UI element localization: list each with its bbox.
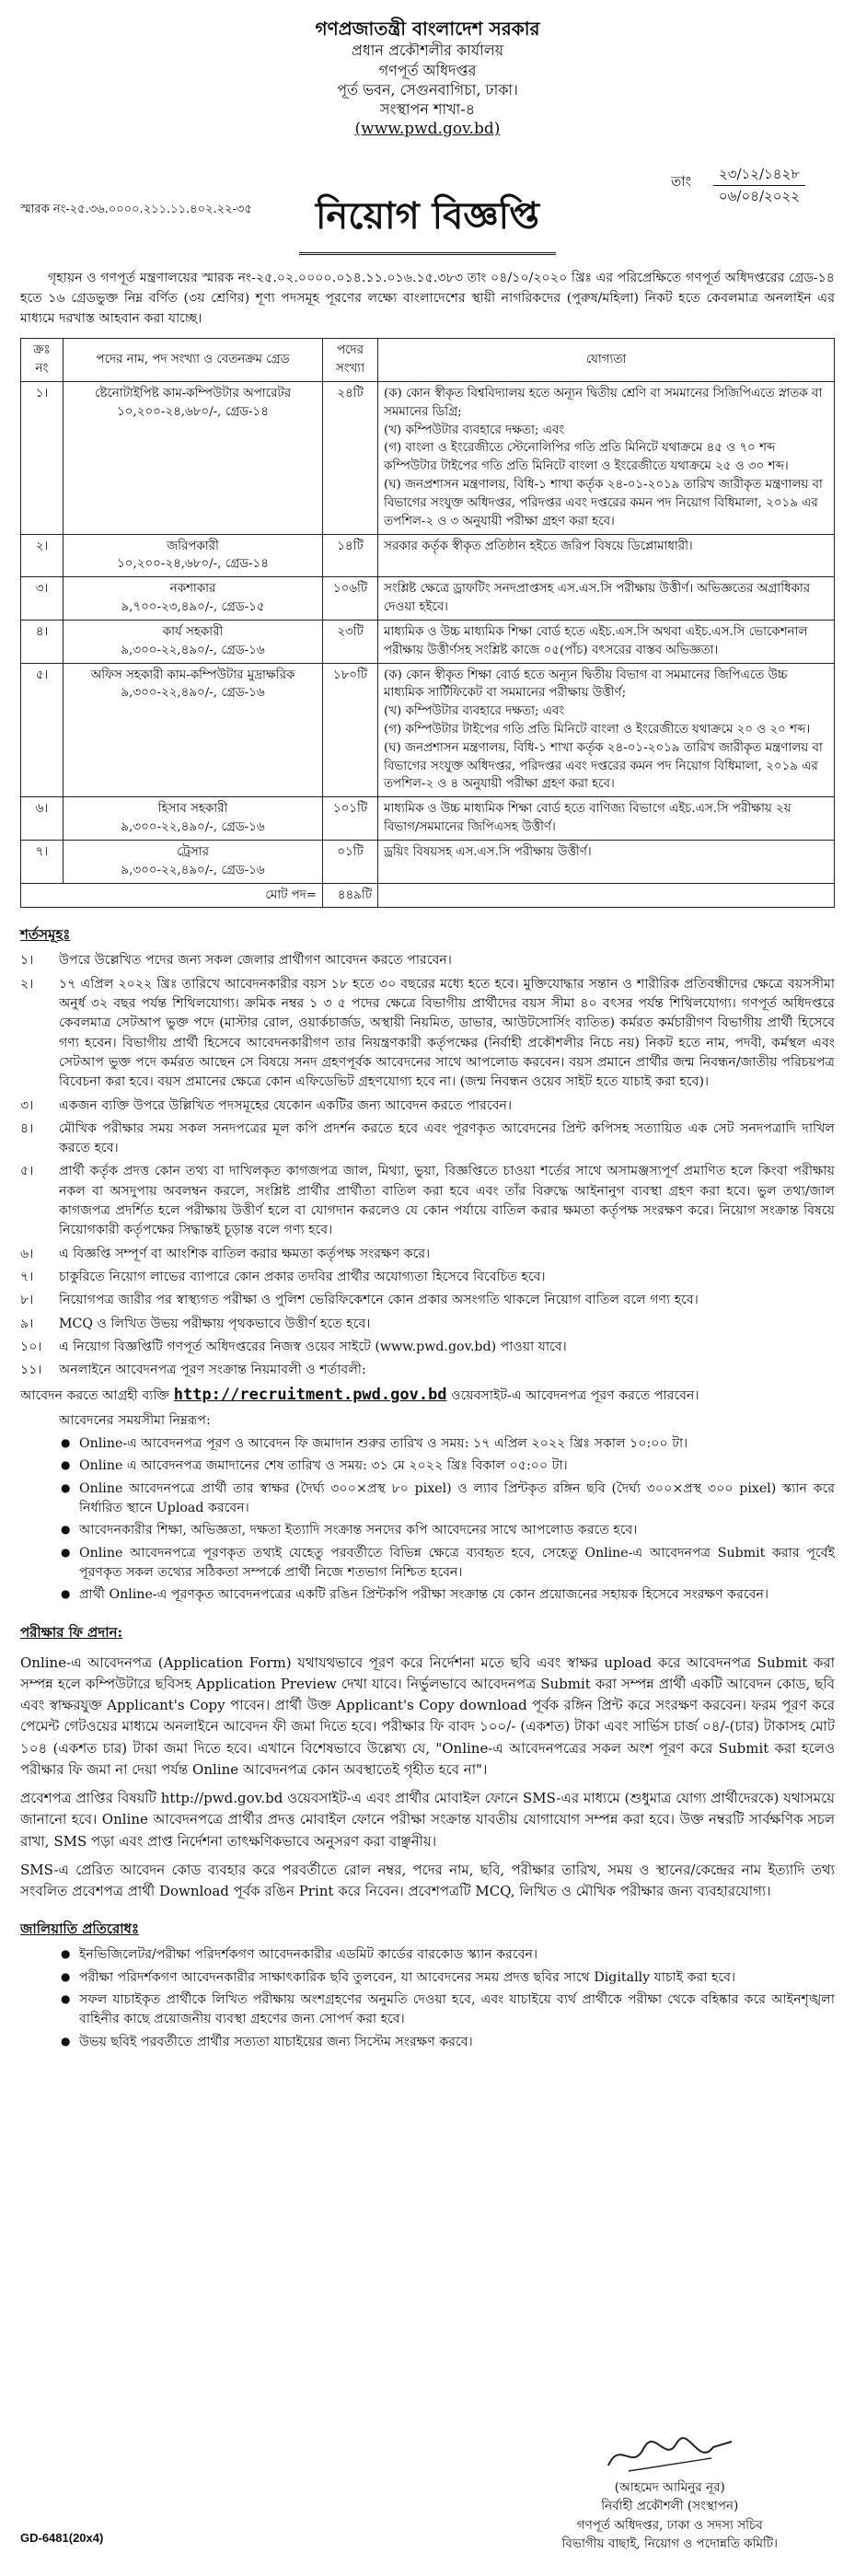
date-english: ০৬/০৪/২০২২ bbox=[718, 188, 801, 205]
row-qualification bbox=[378, 840, 835, 883]
post-pay-scale: ১০,২০০-২৪,৬৮০/-, গ্রেড-১৪ bbox=[117, 557, 269, 572]
condition-item bbox=[20, 1245, 835, 1264]
post-pay-scale: ৯,৩০০-২২,৪৯০/-, গ্রেড-১৬ bbox=[121, 686, 265, 701]
online-rule-item: ● Online আবেদনপত্রে প্রার্থী তার স্বাক্ষর (দৈর্ঘ্য ৩০০×প্রস্থ ৮০ pixel) ও ল্যাব প্রিন্টকৃত রঙ্গিন ছবি (দৈর্ঘ্য ৩০০×প্রস্থ ৩০০ pixel) স্ক্যান করে নির্ধারিত স্থানে Upload করবেন। bbox=[59, 1479, 835, 1519]
condition-item bbox=[20, 1338, 835, 1357]
condition-item bbox=[20, 975, 835, 1093]
table-row bbox=[21, 663, 835, 797]
govt-name: গণপ্রজাতন্ত্রী বাংলাদেশ সরকার bbox=[315, 17, 540, 40]
signatory-office: গণপূর্ত অধিদপ্তর, ঢাকা ও সদস্য সচিব bbox=[576, 2517, 763, 2533]
online-rule-item: ● Online আবেদনপত্রে পূরণকৃত তথ্যই যেহেতু পরবর্তীতে বিভিন্ন ক্ষেত্রে ব্যবহৃত হবে, সেহেতু Online-এ আবেদনপত্র Submit করার পূর্বেই পূরণকৃত সকল তথ্যের সঠিকতা সম্পর্কে প্রার্থী নিজে শতভাগ নিশ্চিত হবেন। bbox=[59, 1544, 835, 1584]
qualification-line: ড্রয়িং বিষয়সহ এস.এস.সি পরীক্ষায় উত্তীর্ণ। bbox=[384, 844, 592, 859]
online-suffix: ওয়েবসাইট-এ আবেদনপত্র পূরণ করতে পারবেন। bbox=[451, 1388, 699, 1404]
header-count: পদের সংখ্যা bbox=[323, 339, 378, 382]
row-count: ২৪টি bbox=[323, 381, 378, 534]
total-empty bbox=[378, 883, 835, 908]
qualification-line: (খ) কম্পিউটার ব্যবহারে দক্ষতা; এবং bbox=[384, 704, 565, 719]
fraud-heading: জালিয়াতি প্রতিরোধঃ bbox=[20, 1920, 139, 1938]
table-row bbox=[21, 797, 835, 841]
condition-item bbox=[20, 1162, 835, 1240]
row-count: ০১টি bbox=[323, 840, 378, 883]
qualification-line: সংশ্লিষ্ট ক্ষেত্রে ড্রাফটিং সনদপ্রাপ্তসহ এস.এস.সি পরীক্ষায় উত্তীর্ণ। অভিজ্ঞতের অগ্রাধিকার দেওয়া হইবে। bbox=[384, 582, 811, 615]
row-qualification bbox=[378, 534, 835, 577]
row-qualification bbox=[378, 577, 835, 621]
signatory-name: (আহমেদ আমিনুর নূর) bbox=[614, 2480, 725, 2495]
condition-item bbox=[20, 1120, 835, 1159]
table-row bbox=[21, 381, 835, 534]
condition-text: চাকুরিতে নিয়োগ লাভের ব্যাপারে কোন প্রকার তদবির প্রার্থীর অযোগ্যতা হিসেবে বিবেচিত হবে। bbox=[59, 1269, 546, 1284]
department-name: গণপূর্ত অধিদপ্তর bbox=[378, 61, 477, 79]
post-pay-scale: ৯,৩০০-২২,৪৯০/-, গ্রেড-১৬ bbox=[121, 820, 265, 835]
condition-text: নিয়োগপত্র জারীর পর স্বাস্থ্যগত পরীক্ষা ও পুলিশ ভেরিফিকেশনে কোন প্রকার অসংগতি থাকলে নিয়োগ বাতিল বলে গণ্য হবে। bbox=[59, 1293, 699, 1308]
posts-table bbox=[20, 338, 835, 908]
row-serial: ৪। bbox=[21, 620, 64, 663]
condition-text: ১৭ এপ্রিল ২০২২ খ্রিঃ তারিখে আবেদনকারীর বয়স ১৮ হতে ৩০ বছরের মধ্যে হতে হবে। মুক্তিযোদ্ধার সন্তান ও শারীরিক প্রতিবন্ধীদের ক্ষেত্রে বয়সসীমা অনুর্ধ ৩২ বছর পর্যন্ত শিথিলযোগ্য। ক্রমিক নম্বর ১ ৩ ৫ পদের ক্ষেত্রে বিভাগীয় প্রার্থীদের বয়স সীমা ৪০ বৎসর পর্যন্ত শিথিলযোগ্য। গণপূর্ত অধিদপ্তরে কেবলমাত্র সেটআপ ভুক্ত পদে (মাস্টার রোল, ওয়ার্কচার্জড, অস্থায়ী নিয়মিত, ডাভার, আউটসোর্সিং ব্যতিত) কর্মরত কর্মচারীগণ বিভাগীয় প্রার্থী হিসেবে গণ্য হবেন। বিভাগীয় প্রার্থী হিসেবে আবেদনকারীগণ তার নিয়ন্ত্রণকারী কর্তৃপক্ষের (নির্বাহী প্রকৌশলীর নিচে নয়) নিকট হতে নাম, পদবী, কর্মস্থল এবং সেটআপ ভুক্ত পদে কর্মরত আছেন সে বিষয়ে সনদ গ্রহণপূর্বক আবেদনের সাথে আপলোড করবেন। বয়স প্রমানে প্রার্থীর জন্ম নিবন্ধন/জাতীয় পরিচয়পত্র বিবেচনা করা হবে। বয়স প্রমানের ক্ষেত্রে কোন এফিডেভিট গ্রহণযোগ্য হবে না। (জন্ম নিবন্ধন ওয়েব সাইট হতে যাচাই করা হবে)। bbox=[59, 976, 835, 1090]
fee-paragraph-2: প্রবেশপত্র প্রাপ্তির বিষয়টি http://pwd.gov.bd ওয়েবসাইট-এ এবং প্রার্থীর মোবাইল ফোনে SMS-এর মাধ্যমে (শুধুমাত্র যোগ্য প্রার্থীদেরকে) যথাসময়ে জানানো হবে। Online আবেদনপত্রে প্রার্থীর প্রদত্ত মোবাইল ফোনে পরীক্ষা সংক্রান্ত যাবতীয় যোগাযোগ সম্পন্ন করা হবে। উক্ত নম্বরটি সার্বক্ষণিক সচল রাখা, SMS পড়া এবং প্রাপ্ত নির্দেশনা তাৎক্ষণিকভাবে অনুসরণ করা বাঞ্ছনীয়। bbox=[20, 1790, 835, 1850]
total-value: ৪৪৯টি bbox=[323, 883, 378, 908]
table-row bbox=[21, 620, 835, 663]
total-row bbox=[21, 883, 835, 908]
table-header-row bbox=[21, 339, 835, 382]
table-row bbox=[21, 577, 835, 621]
online-apply-line bbox=[20, 1384, 835, 1408]
qualification-line: মাধ্যমিক ও উচ্চ মাধ্যমিক শিক্ষা বোর্ড হতে বাণিজ্য বিভাগে এইচ.এস.সি পরীক্ষায় ২য় বিভাগ/সমমানের জিপিএসহ উত্তীর্ণ। bbox=[384, 802, 791, 835]
row-qualification bbox=[378, 797, 835, 841]
website-link[interactable]: (www.pwd.gov.bd) bbox=[354, 119, 501, 138]
table-row bbox=[21, 840, 835, 883]
print-code: GD-6481(20x4) bbox=[20, 2531, 104, 2545]
qualification-line: (গ) কম্পিউটার টাইপের গতি প্রতি মিনিটে বাংলা ও ইংরেজীতে যথাক্রমে ২০ ও ২০ শব্দ। bbox=[384, 723, 811, 737]
qualification-line: (ক) কোন স্বীকৃত শিক্ষা বোর্ড হতে অন্যূন দ্বিতীয় বিভাগ বা সমমানের জিপিএতে উচ্চ মাধ্যমিক সার্টিফিকেট বা সমমানের পরীক্ষায় উত্তীর্ণ; bbox=[384, 667, 788, 701]
post-name: নকশাকার bbox=[169, 582, 216, 597]
post-pay-scale: ৯,৭০০-২৩,৪৯০/-, গ্রেড-১৫ bbox=[121, 600, 265, 615]
qualification-line: (ক) কোন স্বীকৃত বিশ্ববিদ্যালয় হতে অন্যূন দ্বিতীয় শ্রেণি বা সমমানের সিজিপিএতে স্নাতক বা সমমানের ডিগ্রি; bbox=[384, 386, 823, 419]
total-label: মোট পদ= bbox=[21, 883, 323, 908]
signatory-designation: নির্বাহী প্রকৌশলী (সংস্থাপন) bbox=[601, 2499, 739, 2514]
row-serial: ৬। bbox=[21, 797, 64, 841]
fraud-list bbox=[59, 1945, 835, 2051]
post-name: কার্য সহকারী bbox=[162, 624, 224, 639]
row-serial: ৫। bbox=[21, 663, 64, 797]
online-rule-item: ● আবেদনকারীর শিক্ষা, অভিজ্ঞতা, দক্ষতা ইত্যাদি সংক্রান্ত সনদের কপি আবেদনের সাথে আপলোড করতে হবে। bbox=[59, 1521, 835, 1540]
condition-item bbox=[20, 1361, 835, 1380]
conditions-list bbox=[20, 951, 835, 1380]
header-qualification: যোগ্যতা bbox=[378, 339, 835, 382]
row-count: ২৩টি bbox=[323, 620, 378, 663]
row-qualification bbox=[378, 663, 835, 797]
condition-number: ১০। bbox=[20, 1339, 42, 1354]
memo-date bbox=[670, 164, 805, 208]
condition-item bbox=[20, 1291, 835, 1310]
row-post bbox=[64, 381, 323, 534]
row-post bbox=[64, 534, 323, 577]
condition-text: এ নিয়োগ বিজ্ঞপ্তিটি গণপূর্ত অধিদপ্তরের নিজস্ব ওয়েব সাইটে (www.pwd.gov.bd) পাওয়া যাবে। bbox=[59, 1339, 567, 1354]
post-pay-scale: ৯,৩০০-২২,৪৯০/-, গ্রেড-১৬ bbox=[121, 643, 265, 657]
row-count: ১৮০টি bbox=[323, 663, 378, 797]
row-serial: ২। bbox=[21, 534, 64, 577]
time-heading: আবেদনের সময়সীমা নিম্নরূপ: bbox=[59, 1412, 211, 1428]
online-prefix: আবেদন করতে আগ্রহী ব্যক্তি bbox=[20, 1388, 170, 1404]
conditions-heading: শর্তসমূহঃ bbox=[20, 926, 71, 944]
condition-number: ৪। bbox=[20, 1120, 34, 1136]
condition-item bbox=[20, 1315, 835, 1334]
fraud-rule-item: ● উভয় ছবিই পরবর্তীতে প্রার্থীর সত্যতা যাচাইয়ের জন্য সিস্টেম সংরক্ষণ করবে। bbox=[59, 2033, 835, 2052]
signature-block bbox=[562, 2431, 778, 2553]
row-post bbox=[64, 577, 323, 621]
row-count: ১৪টি bbox=[323, 534, 378, 577]
fee-paragraph-1: Online-এ আবেদনপত্র (Application Form) যথাযথভাবে পূরণ করে নির্দেশনা মতে ছবি এবং স্বাক্ষর upload করে আবেদনপত্র Submit করা সম্পন্ন হলে কম্পিউটারে ছবিসহ Application Preview দেখা যাবে। নির্ভুলভাবে আবেদনপত্র Submit করা সম্পন্ন প্রার্থী একটি আবেদন কোড, ছবি এবং স্বাক্ষরযুক্ত Applicant's Copy পাবেন। প্রার্থী উক্ত Applicant's Copy download পূর্বক রঙ্গিন প্রিন্ট করে সংরক্ষণ করবেন। ফরম পূরণ করে পেমেন্ট গেটওয়ের মাধ্যমে অনলাইনে আবেদন ফী জমা দিতে হবে। পরীক্ষার ফি বাবদ ১০০/- (একশত) টাকা এবং সার্ভিস চার্জ ০৪/-(চার) টাকাসহ মোট ১০৪ (একশত চার) টাকা জমা দিতে হবে। এখানে বিশেষভাবে উল্লেখ্য যে, "Online-এ আবেদনপত্রের সকল অংশ পূরণ করে Submit করা হলেও পরীক্ষার ফি জমা না দেয়া পর্যন্ত Online আবেদনপত্র কোন অবস্থাতেই গৃহীত হবে না"। bbox=[20, 1654, 835, 1778]
fee-heading: পরীক্ষার ফি প্রদান: bbox=[20, 1623, 123, 1641]
date-bangla: ২৩/১২/১৪২৮ bbox=[713, 164, 805, 186]
condition-number: ৬। bbox=[20, 1246, 34, 1261]
condition-text: একজন ব্যক্তি উপরে উল্লিখিত পদসমূহের যেকোন একটির জন্য আবেদন করতে পারবেন। bbox=[59, 1097, 513, 1113]
row-post bbox=[64, 840, 323, 883]
fraud-rule-item: ● পরীক্ষা পরিদর্শকগণ আবেদনকারীর সাক্ষাৎকারিক ছবি তুলবেন, যা আবেদনের সময় প্রদত্ত ছবির সাথে Digitally যাচাই করা হবে। bbox=[59, 1968, 835, 1988]
post-name: জরিপকারী bbox=[167, 539, 219, 553]
recruitment-url-link[interactable]: http://recruitment.pwd.gov.bd bbox=[173, 1386, 447, 1405]
page-title: নিয়োগ বিজ্ঞপ্তি bbox=[299, 187, 556, 255]
time-heading-line bbox=[20, 1411, 835, 1431]
date-label: তাং bbox=[670, 173, 691, 190]
qualification-line: সরকার কর্তৃক স্বীকৃত প্রতিষ্ঠান হইতে জরিপ বিষয়ে ডিপ্লোমাধারী। bbox=[384, 539, 693, 553]
qualification-line: (গ) বাংলা ও ইংরেজীতে স্টেনোলিপির গতি প্রতি মিনিটে যথাক্রমে ৪৫ ও ৭০ শব্দ কম্পিউটার টাইপের গতি প্রতি মিনিটে বাংলা ও ইংরেজীতে যথাক্রমে ২৫ ও ৩০ শব্দ। bbox=[384, 441, 789, 474]
header-serial: ক্রঃ নং bbox=[21, 339, 64, 382]
row-post bbox=[64, 797, 323, 841]
qualification-line: মাধ্যমিক ও উচ্চ মাধ্যমিক শিক্ষা বোর্ড হতে এইচ.এস.সি অথবা এইচ.এস.সি ভোকেশনাল পরীক্ষায় উত্তীর্ণসহ সংশ্লিষ্ট কাজে ০৫(পাঁচ) বৎসরের বাস্তব অভিজ্ঞতা। bbox=[384, 624, 808, 657]
row-serial: ১। bbox=[21, 381, 64, 534]
post-name: ষ্টেনোটাইপিষ্ট কাম-কম্পিউটার অপারেটর bbox=[94, 386, 292, 400]
condition-text: প্রার্থী কর্তৃক প্রদত্ত কোন তথ্য বা দাখিলকৃত কাগজপত্র জাল, মিথ্যা, ভুয়া, বিজ্ঞপ্তিতে চাওয়া শর্তের সাথে অসামঞ্জস্যপূর্ণ প্রমাণিত হলে কিংবা পরীক্ষায় নকল বা অসদুপায় অবলম্বন করলে, সংশ্লিষ্ট প্রার্থীর প্রার্থীতা বাতিল করা হবে এবং তাঁর বিরুদ্ধে আইনানুগ ব্যবস্থা গ্রহণ করা হবে। ভুল তথ্য/জাল কাগজপত্র প্রদর্শিত হলে পরীক্ষায় উত্তীর্ণ হলে বা যোগদান করলেও যে কোন পর্যায়ে বাতিল করার ক্ষমতা কর্তৃপক্ষ সংরক্ষণ করে। নিয়োগ সংক্রান্ত বিষয়ে নিয়োগকারী কর্তৃপক্ষের সিদ্ধান্তই চূড়ান্ত বলে গণ্য হবে। bbox=[59, 1164, 835, 1238]
intro-paragraph: গৃহায়ন ও গণপূর্ত মন্ত্রণালয়ের স্মারক নং-২৫.০২.০০০০.০১৪.১১.০১৬.১৫.৩৮৩ তাং ০৪/১০/২০২০ খ্রিঃ এর পরিপ্রেক্ষিতে গণপূর্ত অধিদপ্তরের গ্রেড-১৪ হতে ১৬ গ্রেডভুক্ত নিম্ন বর্ণিত (৩য় শ্রেণির) শূণ্য পদসমূহ পূরণের লক্ষ্যে বাংলাদেশের স্থায়ী নাগরিকদের (পুরুষ/মহিলা) নিকট হতে কেবলমাত্র অনলাইন এর মাধ্যমে দরখাস্ত আহবান করা যাচ্ছে। bbox=[20, 271, 835, 327]
table-row bbox=[21, 534, 835, 577]
condition-text: উপরে উল্লেখিত পদের জন্য সকল জেলার প্রার্থীগণ আবেদন করতে পারবেন। bbox=[59, 953, 452, 969]
row-qualification bbox=[378, 620, 835, 663]
condition-number: ২। bbox=[20, 976, 34, 992]
condition-text: অনলাইনে আবেদনপত্র পূরণ সংক্রান্ত নিয়মাবলী ও শর্তাবলী: bbox=[59, 1363, 366, 1378]
online-rules-list bbox=[59, 1434, 835, 1605]
header-post: পদের নাম, পদ সংখ্যা ও বেতনক্রম গ্রেড bbox=[64, 339, 323, 382]
post-name: ট্রেসার bbox=[176, 844, 210, 859]
condition-number: ১১। bbox=[20, 1363, 42, 1378]
fee-paragraph-3: SMS-এ প্রেরিত আবেদন কোড ব্যবহার করে পরবর্তীতে রোল নম্বর, পদের নাম, ছবি, পরীক্ষার তারিখ, সময় ও স্থানের/কেন্দ্রের নাম ইত্যাদি তথ্য সংবলিত প্রবেশপত্র প্রার্থী Download পূর্বক রঙিন Print করে নিবেন। প্রবেশপত্রটি MCQ, লিখিত ও মৌখিক পরীক্ষার জন্য ব্যবহারযোগ্য। bbox=[20, 1861, 835, 1900]
office-address: পূর্ত ভবন, সেগুনবাগিচা, ঢাকা। bbox=[337, 80, 518, 99]
condition-number: ৯। bbox=[20, 1316, 34, 1331]
condition-number: ৭। bbox=[20, 1269, 34, 1284]
qualification-line: (খ) কম্পিউটার ব্যবহারে দক্ষতা; এবং bbox=[384, 423, 565, 437]
row-serial: ৩। bbox=[21, 577, 64, 621]
office-name: প্রধান প্রকৌশলীর কার্যালয় bbox=[351, 41, 504, 60]
fraud-rule-item: ● ইনভিজিলেটর/পরীক্ষা পরিদর্শকগণ আবেদনকারীর এডমিট কার্ডের বারকোড স্ক্যান করবেন। bbox=[59, 1945, 835, 1965]
row-post bbox=[64, 663, 323, 797]
section-name: সংস্থাপন শাখা-৪ bbox=[379, 99, 476, 118]
post-name: হিসাব সহকারী bbox=[157, 802, 228, 817]
row-qualification bbox=[378, 381, 835, 534]
condition-text: এ বিজ্ঞপ্তি সম্পূর্ণ বা আংশিক বাতিল করার ক্ষমতা কর্তৃপক্ষ সংরক্ষণ করে। bbox=[59, 1246, 431, 1261]
condition-item bbox=[20, 1268, 835, 1287]
condition-text: মৌখিক পরীক্ষার সময় সকল সনদপত্রের মূল কপি প্রদর্শন করতে হবে এবং পূরণকৃত আবেদনের প্রিন্ট কপিসহ সত্যায়িত এক সেট সনদপত্রাদি দাখিল করতে হবে। bbox=[59, 1120, 835, 1156]
row-count: ১০৬টি bbox=[323, 577, 378, 621]
row-serial: ৭। bbox=[21, 840, 64, 883]
handwritten-signature bbox=[601, 2431, 739, 2477]
condition-item bbox=[20, 951, 835, 970]
online-rule-item: ● Online এ আবেদনপত্র জমাদানের শেষ তারিখ ও সময়: ৩১ মে ২০২২ খ্রিঃ বিকাল ০৫:০০ টা। bbox=[59, 1456, 835, 1476]
online-rule-item: ● প্রার্থী Online-এ পূরণকৃত আবেদনপত্রের একটি রঙিন প্রিন্টকপি পরীক্ষা সংক্রান্ত যে কোন প্রয়োজনের সহায়ক হিসেবে সংরক্ষণ করবেন। bbox=[59, 1585, 835, 1605]
condition-number: ৩। bbox=[20, 1097, 34, 1113]
condition-number: ১। bbox=[20, 953, 34, 969]
letterhead bbox=[20, 17, 835, 139]
memo-reference: স্মারক নং-২৫.৩৬.০০০০.২১১.১১.৪০২.২২-৩৫ bbox=[20, 203, 252, 216]
condition-item bbox=[20, 1097, 835, 1116]
post-pay-scale: ১০,২০০-২৪,৬৮০/-, গ্রেড-১৪ bbox=[117, 404, 269, 419]
row-post bbox=[64, 620, 323, 663]
post-pay-scale: ৯,৩০০-২২,৪৯০/-, গ্রেড-১৬ bbox=[121, 863, 265, 877]
qualification-line: (ঘ) জনপ্রশাসন মন্ত্রণালয়, বিধি-১ শাখা কর্তৃক ২৪-০১-২০১৯ তারিখ জারীকৃত মন্ত্রণালয় বা বিভাগের সংযুক্ত অধিদপ্তর, পরিদপ্তর এবং দপ্তরের কমন পদ নিয়োগ বিধিমালা, ২০১৯ এর তপশিল-২ ও ৩ অনুযায়ী পরীক্ষা গ্রহণ করা হবে। bbox=[384, 478, 823, 528]
condition-number: ৫। bbox=[20, 1164, 34, 1179]
row-count: ১০১টি bbox=[323, 797, 378, 841]
online-rule-item: ● Online-এ আবেদনপত্র পূরণ ও আবেদন ফি জমাদান শুরুর তারিখ ও সময়: ১৭ এপ্রিল ২০২২ খ্রিঃ সকাল ১০:০০ টা। bbox=[59, 1434, 835, 1454]
post-name: অফিস সহকারী কাম-কম্পিউটার মুদ্রাক্ষরিক bbox=[90, 667, 295, 682]
qualification-line: (ঘ) জনপ্রশাসন মন্ত্রণালয়, বিধি-১ শাখা কর্তৃক ২৪-০১-২০১৯ তারিখ জারীকৃত মন্ত্রণালয় বা বিভাগের সংযুক্ত অধিদপ্তর, পরিদপ্তর এবং দপ্তরের কমন পদ নিয়োগ বিধিমালা, ২০১৯ এর তপশিল-২ ও ৪ অনুযায়ী পরীক্ষা গ্রহণ করা হবে। bbox=[384, 740, 823, 792]
condition-text: MCQ ও লিখিত উভয় পরীক্ষায় পৃথকভাবে উত্তীর্ণ হতে হবে। bbox=[59, 1316, 371, 1331]
fraud-rule-item: ● সফল যাচাইকৃত প্রার্থীকে লিখিত পরীক্ষায় অংশগ্রহণের অনুমতি দেওয়া হবে, এবং যাচাইয়ে ব্যর্থ প্রার্থীকে পরীক্ষা থেকে বহিষ্কার করে আইনশৃঙ্খলা বাহিনীর কাছে প্রয়োজনীয় ব্যবস্থা গ্রহণের জন্য সোপর্দ করা হবে। bbox=[59, 1990, 835, 2030]
condition-number: ৮। bbox=[20, 1293, 34, 1308]
signatory-committee: বিভাগীয় বাছাই, নিয়োগ ও পদোন্নতি কমিটি। bbox=[561, 2535, 778, 2551]
